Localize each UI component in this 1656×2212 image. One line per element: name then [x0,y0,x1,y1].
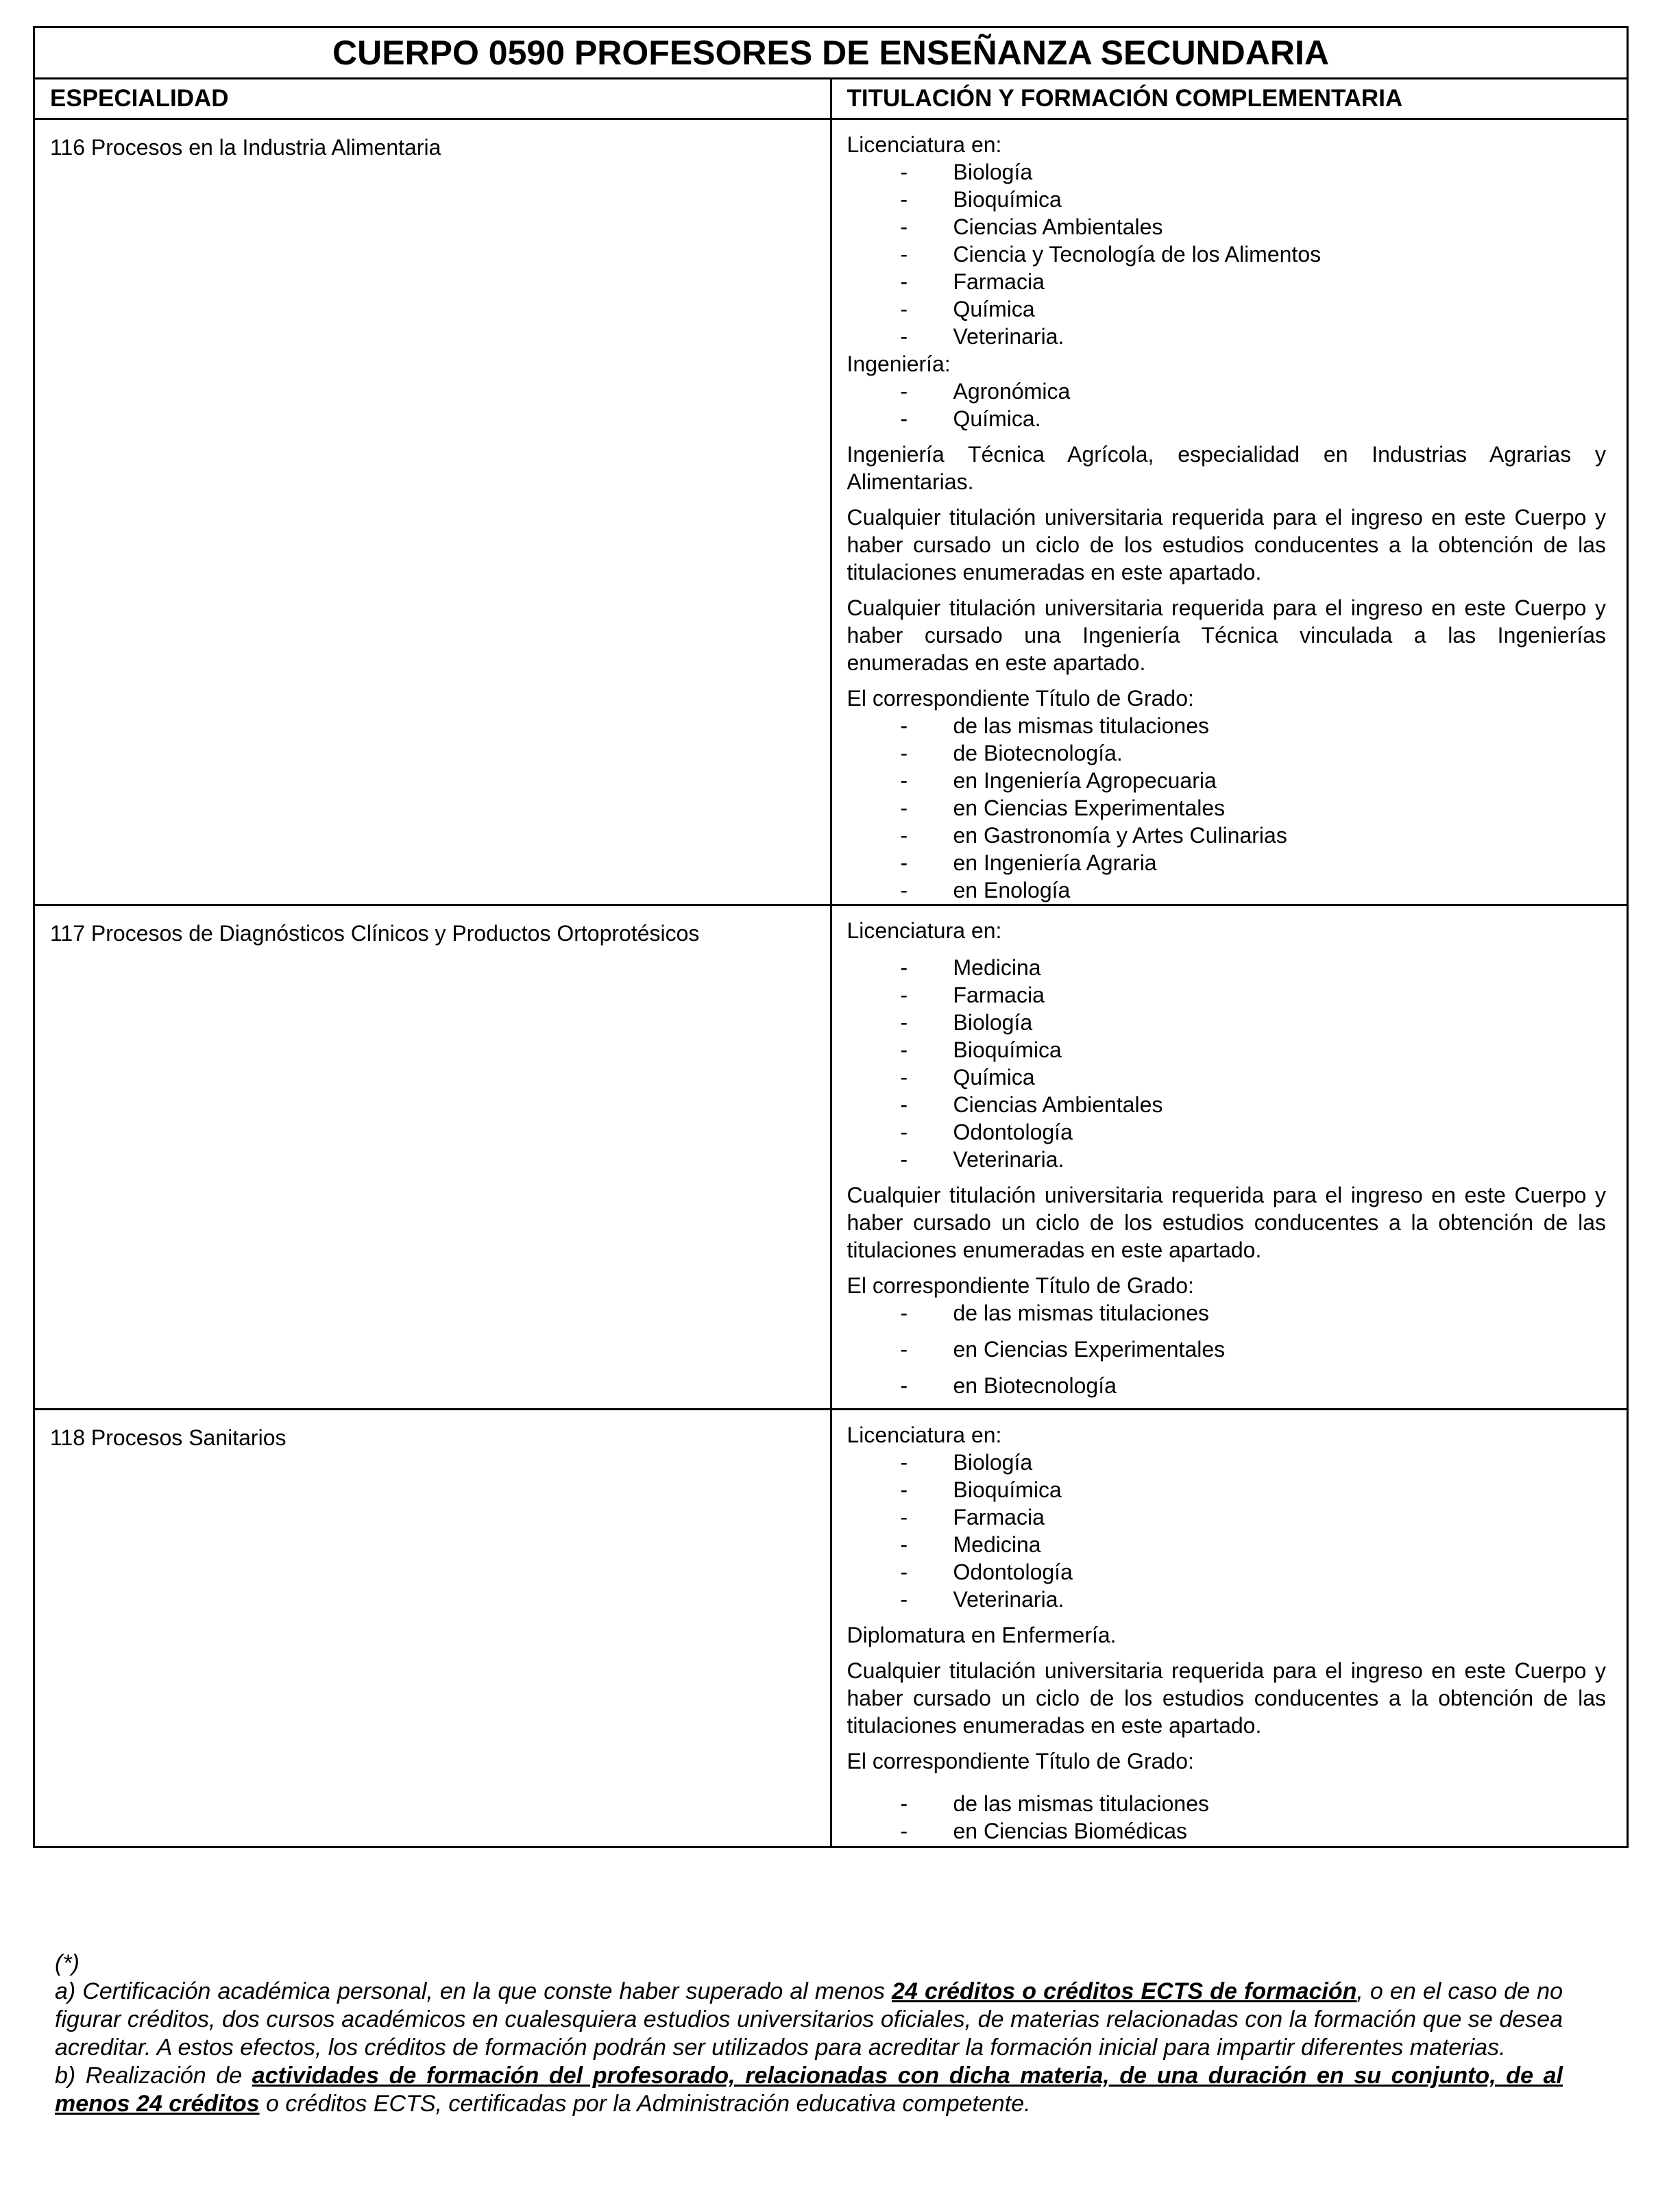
list-item: - Agronómica [900,379,1071,404]
paragraph: Cualquier titulación universitaria requerida para el ingreso en este Cuerpo y haber cursado un ciclo de los estudios conducentes a la obtención de las titulaciones enumeradas en este apartado. [847,505,1606,585]
list-item: - Veterinaria. [900,1147,1064,1172]
list-item: - Ciencias Ambientales [900,1092,1163,1117]
footnote-b: b) Realización de actividades de formación del profesorado, relacionadas con dicha materia, de una duración en su conjunto, de al menos 24 créditos o créditos ECTS, certificadas por la Administración educativa competente. [55,2063,1563,2117]
grado-label: El correspondiente Título de Grado: [847,686,1194,711]
licenciatura-label: Licenciatura en: [847,132,1002,157]
footnote [55,1950,1563,2118]
grado-label: El correspondiente Título de Grado: [847,1273,1194,1298]
list-item: - en Gastronomía y Artes Culinarias [900,823,1287,848]
list-item: - Farmacia [900,983,1045,1007]
list-item: - Bioquímica [900,1037,1062,1062]
emphasis-text: actividades de formación del profesorado, relacionadas con dicha materia, de una duración en su conjunto, de al menos 24 créditos [55,2063,1563,2117]
table-row [34,1410,1628,1847]
especialidad-cell: 116 Procesos en la Industria Alimentaria [34,119,831,905]
titulacion-cell [831,1410,1628,1847]
paragraph: Ingeniería Técnica Agrícola, especialidad en Industrias Agrarias y Alimentarias. [847,442,1606,494]
list-item: - Química [900,1065,1035,1090]
table-row [34,905,1628,1410]
licenciatura-label: Licenciatura en: [847,918,1002,943]
header-titulacion: TITULACIÓN Y FORMACIÓN COMPLEMENTARIA [831,79,1628,119]
list-item: - en Biotecnología [900,1373,1117,1398]
list-item: - Ciencias Ambientales [900,214,1163,239]
ingenieria-label: Ingeniería: [847,352,951,376]
list-item: - Medicina [900,955,1041,980]
titulacion-cell [831,905,1628,1410]
footnote-a: a) Certificación académica personal, en la que conste haber superado al menos 24 créditos o créditos ECTS de formación, o en el caso de no figurar créditos, dos cursos académicos en cualesquiera estudios universitarios oficiales, de materias relacionadas con la formación que se desea acreditar. A estos efectos, los créditos de formación podrán ser utilizados para acreditar la formación inicial para impartir diferentes materias. [55,1978,1563,2061]
list-item: - Farmacia [900,269,1045,294]
list-item: - en Ingeniería Agropecuaria [900,768,1217,793]
paragraph: Diplomatura en Enfermería. [847,1623,1117,1647]
list-item: - de Biotecnología. [900,741,1123,765]
grado-label: El correspondiente Título de Grado: [847,1749,1194,1773]
list-item: - Veterinaria. [900,1587,1064,1612]
especialidad-cell: 118 Procesos Sanitarios [34,1410,831,1847]
licenciatura-label: Licenciatura en: [847,1423,1002,1447]
paragraph: Cualquier titulación universitaria requerida para el ingreso en este Cuerpo y haber cursado un ciclo de los estudios conducentes a la obtención de las titulaciones enumeradas en este apartado. [847,1658,1606,1738]
paragraph: Cualquier titulación universitaria requerida para el ingreso en este Cuerpo y haber cursado un ciclo de los estudios conducentes a la obtención de las titulaciones enumeradas en este apartado. [847,1183,1606,1262]
list-item: - Química [900,297,1035,321]
list-item: - Biología [900,1450,1033,1475]
list-item: - Ciencia y Tecnología de los Alimentos [900,242,1322,267]
list-item: - Bioquímica [900,1477,1062,1502]
table-row [34,119,1628,905]
list-item: - de las mismas titulaciones [900,1791,1209,1816]
list-item: - de las mismas titulaciones [900,713,1209,738]
list-item: - Veterinaria. [900,324,1064,349]
list-item: - Odontología [900,1560,1073,1584]
list-item: - Farmacia [900,1505,1045,1529]
table-title: CUERPO 0590 PROFESORES DE ENSEÑANZA SECUNDARIA [34,27,1628,79]
list-item: - en Enología [900,878,1071,902]
list-item: - Bioquímica [900,187,1062,212]
list-item: - Odontología [900,1120,1073,1144]
header-especialidad: ESPECIALIDAD [34,79,831,119]
requirements-table [33,26,1629,1848]
list-item: - de las mismas titulaciones [900,1301,1209,1325]
list-item: - Medicina [900,1532,1041,1557]
especialidad-cell: 117 Procesos de Diagnósticos Clínicos y Productos Ortoprotésicos [34,905,831,1410]
titulacion-cell [831,119,1628,905]
list-item: - Biología [900,1010,1033,1035]
list-item: - en Ciencias Experimentales [900,796,1226,820]
list-item: - Biología [900,160,1033,184]
paragraph: Cualquier titulación universitaria requerida para el ingreso en este Cuerpo y haber cursado una Ingeniería Técnica vinculada a las Ingenierías enumeradas en este apartado. [847,595,1606,675]
footnote-marker: (*) [55,1950,80,1976]
list-item: - en Ciencias Biomédicas [900,1819,1187,1843]
list-item: - Química. [900,406,1041,431]
list-item: - en Ingeniería Agraria [900,850,1157,875]
emphasis-text: 24 créditos o créditos ECTS de formación [892,1978,1357,2004]
list-item: - en Ciencias Experimentales [900,1337,1226,1362]
